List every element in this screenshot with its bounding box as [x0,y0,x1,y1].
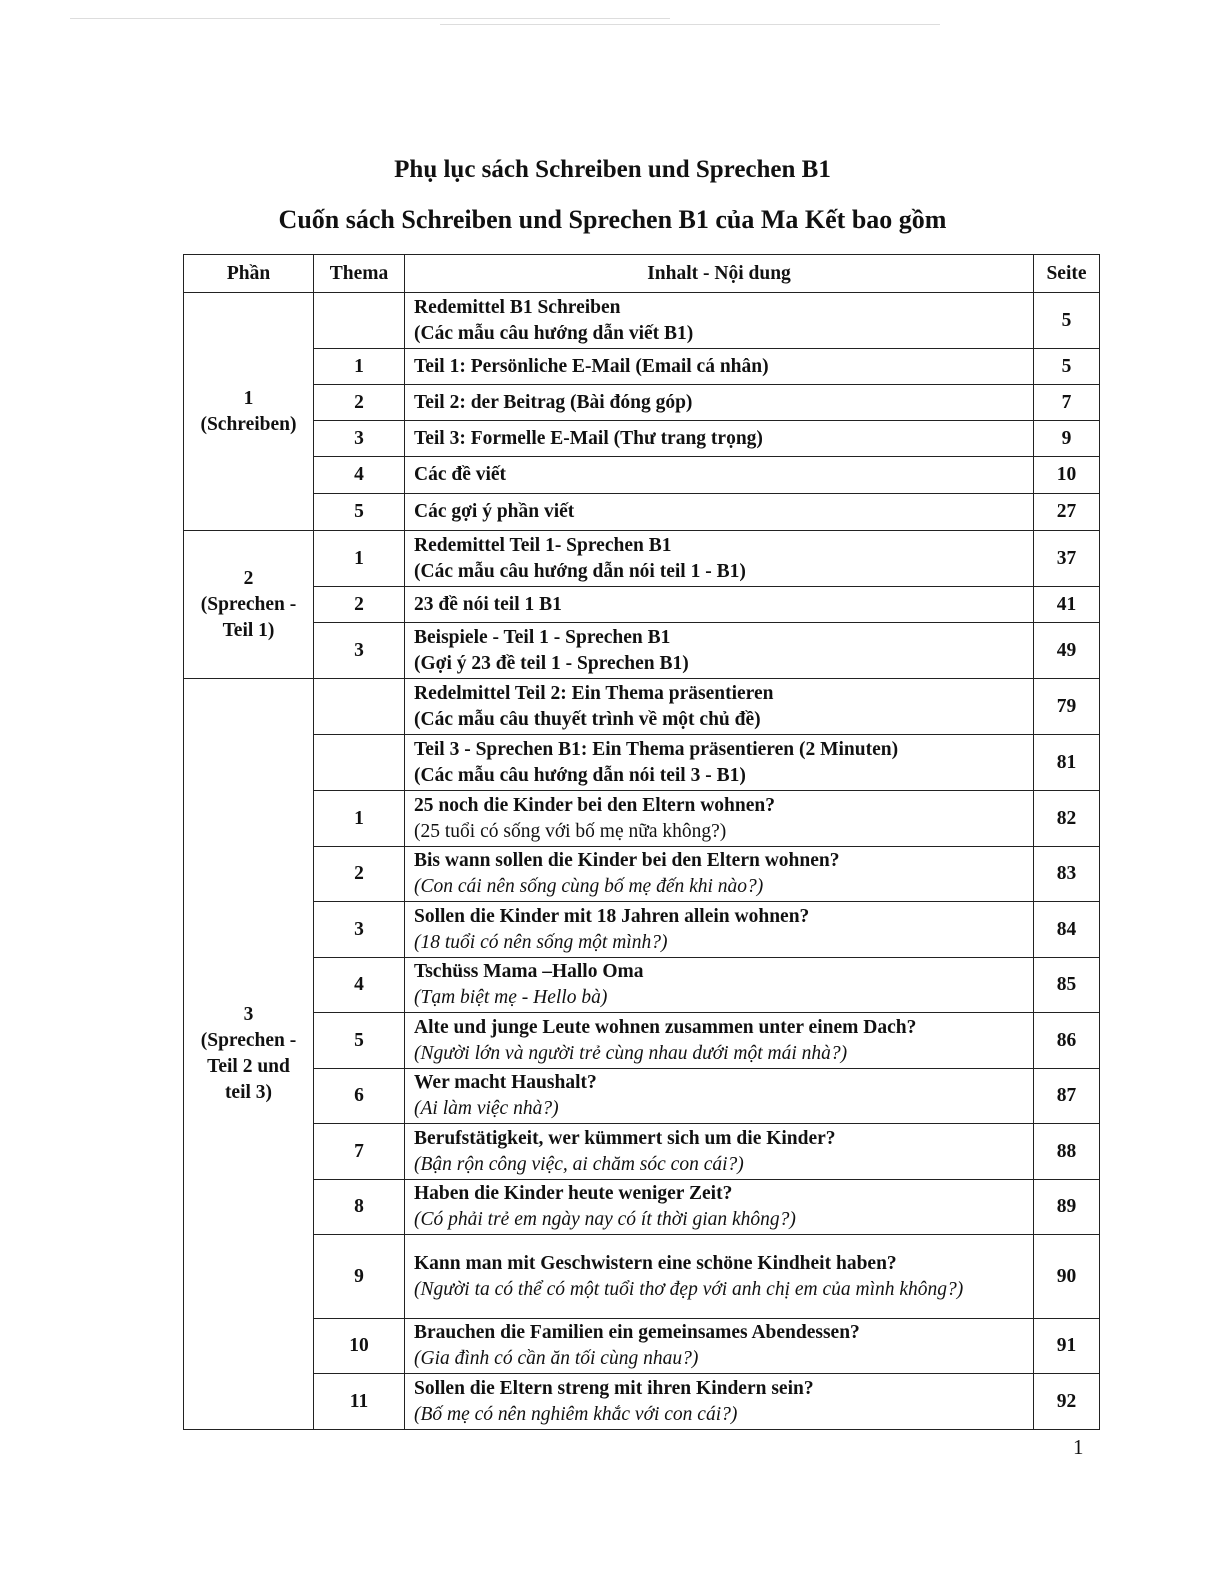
table-row [184,421,1100,457]
theme-cell: 1 [314,791,405,847]
table-row [184,1013,1100,1069]
table-row [184,1124,1100,1180]
theme-cell: 4 [314,958,405,1013]
theme-cell: 3 [314,902,405,958]
page-title: Phụ lục sách Schreiben und Sprechen B1 [394,156,831,183]
page-cell: 37 [1034,531,1100,587]
page-cell: 27 [1034,494,1100,531]
content-cell: Brauchen die Familien ein gemeinsames Abendessen? (Gia đình có cần ăn tối cùng nhau?) [405,1319,1034,1374]
page-cell: 82 [1034,791,1100,847]
theme-cell: 7 [314,1124,405,1180]
theme-cell: 8 [314,1180,405,1235]
part-cell: 3 (Sprechen - Teil 2 und teil 3) [184,679,314,1430]
page-cell: 86 [1034,1013,1100,1069]
table-row [184,735,1100,791]
theme-cell: 4 [314,457,405,494]
content-cell: Alte und junge Leute wohnen zusammen unter einem Dach? (Người lớn và người trẻ cùng nhau dưới một mái nhà?) [405,1013,1034,1069]
page-cell: 49 [1034,623,1100,679]
content-cell: 25 noch die Kinder bei den Eltern wohnen? (25 tuổi có sống với bố mẹ nữa không?) [405,791,1034,847]
table-row [184,587,1100,623]
page-subtitle: Cuốn sách Schreiben und Sprechen B1 của Ma Kết bao gồm [278,205,947,234]
content-cell: Haben die Kinder heute weniger Zeit? (Có phải trẻ em ngày nay có ít thời gian không?) [405,1180,1034,1235]
table-row [184,385,1100,421]
table-row [184,293,1100,349]
table-row [184,623,1100,679]
content-cell: Wer macht Haushalt? (Ai làm việc nhà?) [405,1069,1034,1124]
theme-cell: 1 [314,531,405,587]
content-cell: Sollen die Kinder mit 18 Jahren allein wohnen? (18 tuổi có nên sống một mình?) [405,902,1034,958]
page-cell: 84 [1034,902,1100,958]
theme-cell [314,735,405,791]
part-cell: 2 (Sprechen - Teil 1) [184,531,314,679]
page-cell: 91 [1034,1319,1100,1374]
page-cell: 41 [1034,587,1100,623]
content-cell: Kann man mit Geschwistern eine schöne Kindheit haben? (Người ta có thể có một tuổi thơ đẹp với anh chị em của mình không?) [405,1235,1034,1319]
theme-cell: 2 [314,385,405,421]
theme-cell [314,679,405,735]
part-cell: 1 (Schreiben) [184,293,314,531]
table-row [184,791,1100,847]
header-page: Seite [1034,255,1100,293]
header-theme: Thema [314,255,405,293]
theme-cell: 5 [314,1013,405,1069]
theme-cell: 6 [314,1069,405,1124]
table-row [184,457,1100,494]
content-cell: Teil 3: Formelle E-Mail (Thư trang trọng) [405,421,1034,457]
content-cell: Teil 2: der Beitrag (Bài đóng góp) [405,385,1034,421]
page-cell: 9 [1034,421,1100,457]
table-row [184,1235,1100,1319]
theme-cell: 5 [314,494,405,531]
table-row [184,847,1100,902]
page-number: 1 [1073,1435,1084,1459]
theme-cell: 11 [314,1374,405,1430]
content-cell: Tschüss Mama –Hallo Oma (Tạm biệt mẹ - Hello bà) [405,958,1034,1013]
page-cell: 85 [1034,958,1100,1013]
theme-cell: 3 [314,421,405,457]
theme-cell: 2 [314,587,405,623]
theme-cell: 10 [314,1319,405,1374]
page-cell: 7 [1034,385,1100,421]
page-cell: 88 [1034,1124,1100,1180]
page-cell: 5 [1034,293,1100,349]
content-cell: Các gợi ý phần viết [405,494,1034,531]
page-cell: 10 [1034,457,1100,494]
page-cell: 92 [1034,1374,1100,1430]
content-cell: 23 đề nói teil 1 B1 [405,587,1034,623]
content-cell: Bis wann sollen die Kinder bei den Eltern wohnen? (Con cái nên sống cùng bố mẹ đến khi nào?) [405,847,1034,902]
content-cell: Redemittel B1 Schreiben (Các mẫu câu hướng dẫn viết B1) [405,293,1034,349]
table-row [184,1069,1100,1124]
table-row [184,1374,1100,1430]
page-cell: 83 [1034,847,1100,902]
table-row [184,531,1100,587]
page-cell: 89 [1034,1180,1100,1235]
page-cell: 90 [1034,1235,1100,1319]
theme-cell: 3 [314,623,405,679]
table-row [184,349,1100,385]
content-cell: Beispiele - Teil 1 - Sprechen B1 (Gợi ý 23 đề teil 1 - Sprechen B1) [405,623,1034,679]
table-header-row [184,255,1100,293]
content-cell: Redemittel Teil 1- Sprechen B1 (Các mẫu câu hướng dẫn nói teil 1 - B1) [405,531,1034,587]
content-cell: Teil 1: Persönliche E-Mail (Email cá nhân) [405,349,1034,385]
table-row [184,1180,1100,1235]
contents-table [183,254,1100,1430]
table-row [184,1319,1100,1374]
content-cell: Redelmittel Teil 2: Ein Thema präsentieren (Các mẫu câu thuyết trình về một chủ đề) [405,679,1034,735]
content-cell: Sollen die Eltern streng mit ihren Kindern sein? (Bố mẹ có nên nghiêm khắc với con cái?) [405,1374,1034,1430]
page-cell: 5 [1034,349,1100,385]
theme-cell: 2 [314,847,405,902]
page-cell: 79 [1034,679,1100,735]
table-row [184,902,1100,958]
table-row [184,958,1100,1013]
content-cell: Berufstätigkeit, wer kümmert sich um die Kinder? (Bận rộn công việc, ai chăm sóc con cái?) [405,1124,1034,1180]
page-cell: 87 [1034,1069,1100,1124]
content-cell: Teil 3 - Sprechen B1: Ein Thema präsentieren (2 Minuten) (Các mẫu câu hướng dẫn nói teil 3 - B1) [405,735,1034,791]
content-cell: Các đề viết [405,457,1034,494]
theme-cell: 9 [314,1235,405,1319]
table-row [184,679,1100,735]
table-row [184,494,1100,531]
header-part: Phần [184,255,314,293]
header-content: Inhalt - Nội dung [405,255,1034,293]
page-cell: 81 [1034,735,1100,791]
theme-cell [314,293,405,349]
theme-cell: 1 [314,349,405,385]
